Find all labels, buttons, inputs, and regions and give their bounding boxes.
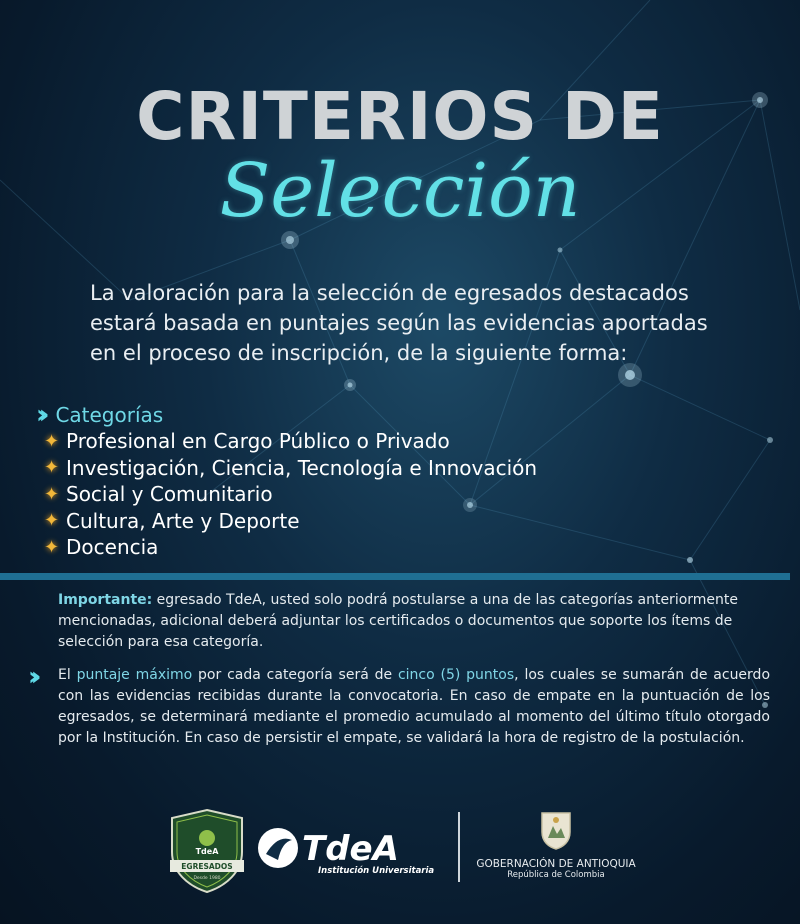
list-item <box>44 428 537 455</box>
note-text: , los cuales se sumarán de acuerdo con las evidencias recibidas durante la convocatoria. En caso de empate en la puntuación de los egresados, se determinará mediante el promedio acumulado al momento del último título otorgado por la Institución. En caso de persistir el empate, se validará la hora de registro de la postulación. <box>58 667 771 746</box>
tdea-subtitle: Institución Universitaria <box>318 866 435 876</box>
categories-list <box>44 428 537 561</box>
gobernacion-name: GOBERNACIÓN DE ANTIOQUIA <box>476 858 636 870</box>
categories-heading <box>36 400 163 430</box>
list-item <box>44 455 537 482</box>
logo-divider <box>458 812 460 882</box>
sparkle-icon: ✦ <box>44 510 60 532</box>
list-item <box>44 508 537 535</box>
shield-brand: TdeA <box>195 847 219 856</box>
title-line-2: Selección <box>219 148 581 234</box>
category-label: Profesional en Cargo Público o Privado <box>66 429 450 454</box>
note-highlight: puntaje máximo <box>76 667 193 683</box>
list-item <box>44 481 537 508</box>
double-chevron-icon: ›› <box>28 662 34 692</box>
tdea-name: TdeA <box>302 829 399 869</box>
category-label: Social y Comunitario <box>66 482 273 507</box>
sparkle-icon: ✦ <box>44 457 60 479</box>
note-text: por cada categoría será de <box>192 667 398 683</box>
gobernacion-logo <box>476 810 636 880</box>
tdea-logo <box>256 820 446 880</box>
note-highlight: cinco (5) puntos <box>397 667 515 683</box>
scoring-note <box>58 665 770 749</box>
category-label: Docencia <box>66 535 159 560</box>
important-label: Importante: <box>58 592 153 608</box>
egresados-shield-logo <box>168 808 246 894</box>
intro-paragraph: La valoración para la selección de egresados destacados estará basada en puntajes según las evidencias aportadas en el proceso de inscripción, de la siguiente forma: <box>90 281 708 365</box>
categories-heading-label: Categorías <box>55 403 164 427</box>
sparkle-icon: ✦ <box>44 483 60 505</box>
sparkle-icon: ✦ <box>44 430 60 452</box>
important-text: egresado TdeA, usted solo podrá postularse a una de las categorías anteriormente mencionadas, adicional deberá adjuntar los certificados o documentos que soporte los ítems de selección para esa categoría. <box>58 592 739 650</box>
list-item <box>44 534 537 561</box>
section-divider <box>0 573 790 580</box>
note-text: El <box>58 667 77 683</box>
footer-logos <box>0 800 800 900</box>
double-chevron-icon: ›› <box>36 400 42 430</box>
shield-banner: EGRESADOS <box>181 862 233 871</box>
important-note <box>58 590 770 653</box>
category-label: Investigación, Ciencia, Tecnología e Innovación <box>66 455 538 480</box>
sparkle-icon: ✦ <box>44 536 60 558</box>
title-line-1: CRITERIOS DE <box>136 78 664 155</box>
antioquia-coat-of-arms-icon <box>539 810 573 850</box>
shield-since: Desde 1980 <box>193 876 221 881</box>
category-label: Cultura, Arte y Deporte <box>66 508 300 533</box>
gobernacion-subtitle: República de Colombia <box>507 870 605 880</box>
